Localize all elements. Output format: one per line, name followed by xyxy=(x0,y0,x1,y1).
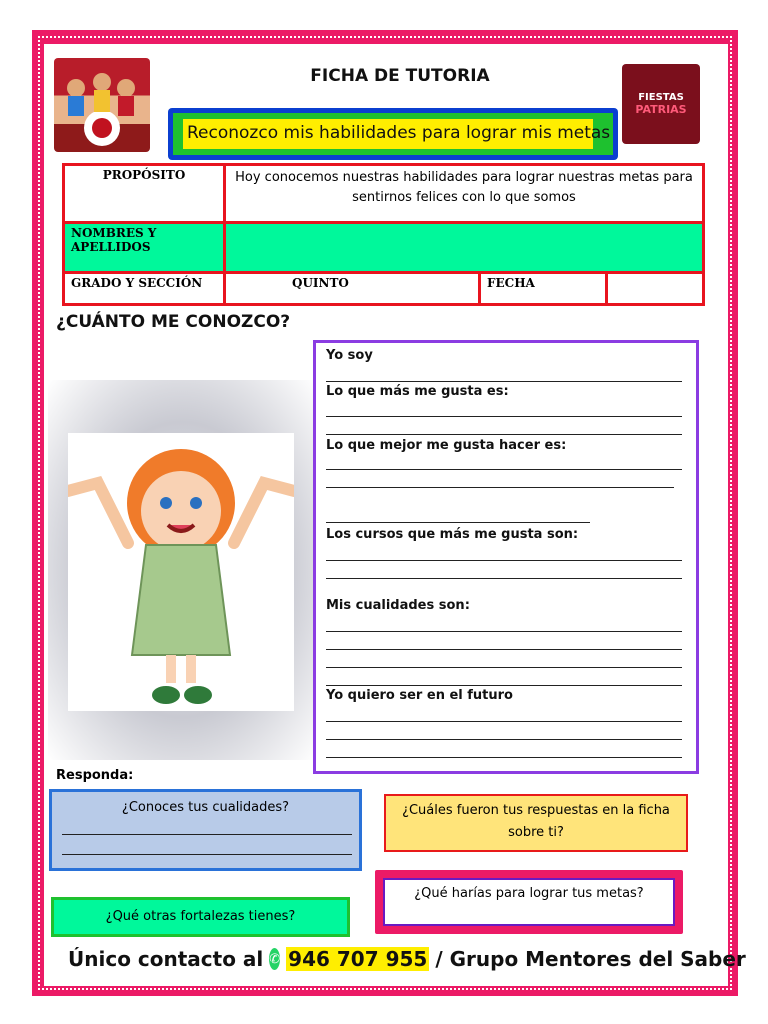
grado-value: QUINTO xyxy=(225,273,480,305)
nombres-label: NOMBRES Y APELLIDOS xyxy=(64,223,225,273)
responda-label: Responda: xyxy=(56,768,134,783)
answer-line[interactable] xyxy=(326,757,682,758)
answer-line[interactable] xyxy=(326,739,682,740)
peru-children-image xyxy=(54,58,150,152)
answer-line[interactable] xyxy=(326,578,682,579)
fiestas-patrias-image xyxy=(622,64,700,144)
question-gusta: Lo que más me gusta es: xyxy=(326,384,509,399)
girl-illustration xyxy=(68,433,294,711)
topic-banner xyxy=(168,108,618,160)
answer-line[interactable] xyxy=(326,416,682,417)
fortalezas-question-box: ¿Qué otras fortalezas tienes? xyxy=(51,897,350,937)
answer-line[interactable] xyxy=(326,685,682,686)
metas-question-frame xyxy=(375,870,683,934)
answer-line[interactable] xyxy=(326,560,682,561)
proposito-text: Hoy conocemos nuestras habilidades para lograr nuestras metas para sentirnos felices con lo que somos xyxy=(225,165,704,223)
answer-line[interactable] xyxy=(326,667,682,668)
contact-footer xyxy=(68,942,746,976)
answer-line[interactable] xyxy=(326,631,682,632)
self-knowledge-box xyxy=(313,340,699,774)
answer-line[interactable] xyxy=(326,469,682,470)
answer-line[interactable] xyxy=(326,649,682,650)
question-yo-soy: Yo soy xyxy=(326,348,373,363)
contact-suffix: / Grupo Mentores del Saber xyxy=(435,947,746,971)
question-mejor-hacer: Lo que mejor me gusta hacer es: xyxy=(326,438,567,453)
answer-line[interactable] xyxy=(62,854,352,855)
fiestas-word: FIESTAS xyxy=(638,92,684,103)
nombres-field[interactable] xyxy=(225,223,704,273)
fecha-field[interactable] xyxy=(607,273,704,305)
respuestas-question-box: ¿Cuáles fueron tus respuestas en la ficha sobre ti? xyxy=(384,794,688,852)
proposito-label: PROPÓSITO xyxy=(64,165,225,223)
patrias-word: PATRIAS xyxy=(635,103,687,116)
whatsapp-icon: ✆ xyxy=(269,948,280,970)
answer-line[interactable] xyxy=(326,522,590,523)
answer-line[interactable] xyxy=(326,487,674,488)
grado-label: GRADO Y SECCIÓN xyxy=(64,273,225,305)
fecha-label: FECHA xyxy=(480,273,607,305)
answer-line[interactable] xyxy=(326,434,682,435)
banner-text: Reconozco mis habilidades para lograr mis metas xyxy=(183,119,593,149)
section-heading: ¿CUÁNTO ME CONOZCO? xyxy=(56,312,291,332)
contact-prefix: Único contacto al xyxy=(68,947,264,971)
question-cursos: Los cursos que más me gusta son: xyxy=(326,527,579,542)
answer-line[interactable] xyxy=(326,721,682,722)
cualidades-question-box xyxy=(49,789,362,871)
page-title: FICHA DE TUTORIA xyxy=(310,66,490,86)
contact-phone[interactable]: 946 707 955 xyxy=(288,947,428,971)
answer-line[interactable] xyxy=(62,834,352,835)
metas-question: ¿Qué harías para lograr tus metas? xyxy=(383,878,675,926)
question-cualidades: Mis cualidades son: xyxy=(326,598,470,613)
student-info-table xyxy=(62,163,705,306)
cualidades-question: ¿Conoces tus cualidades? xyxy=(121,800,290,815)
question-futuro: Yo quiero ser en el futuro xyxy=(326,688,513,703)
answer-line[interactable] xyxy=(326,381,682,382)
